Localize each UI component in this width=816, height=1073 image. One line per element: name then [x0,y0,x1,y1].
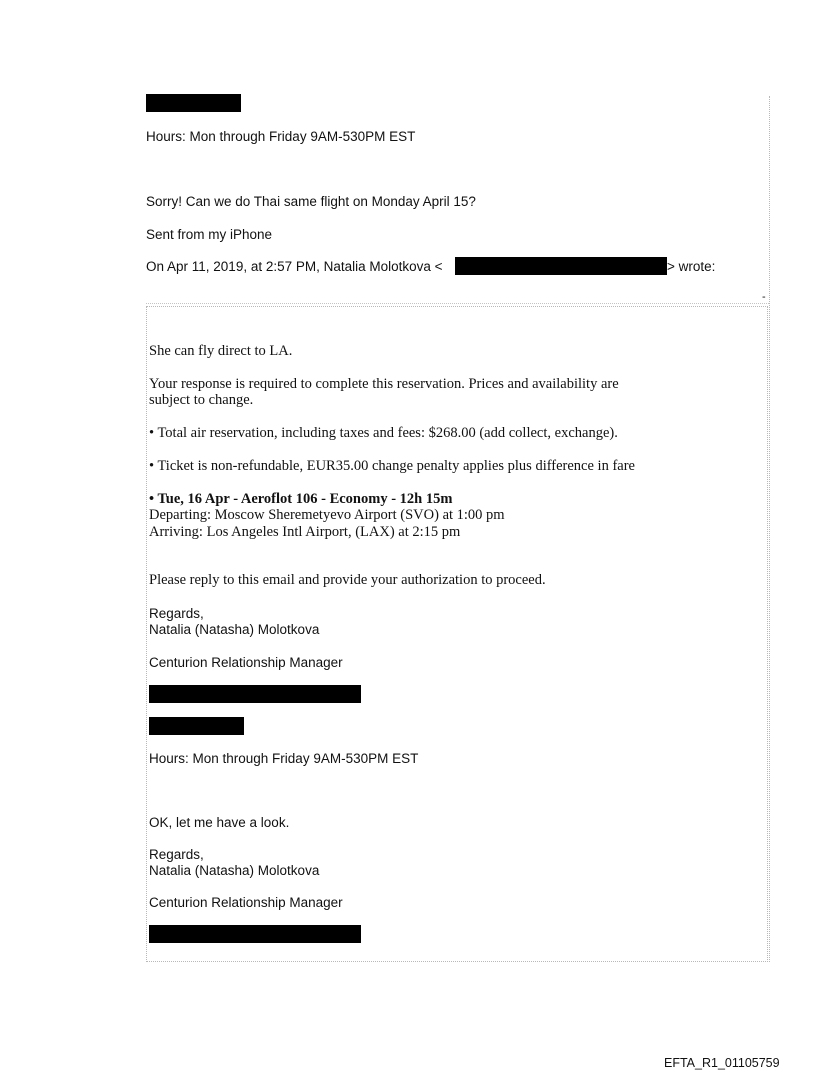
dash-mark: - [762,291,766,303]
bullet-total-price: • Total air reservation, including taxes and fees: $268.00 (add collect, exchange). [149,425,618,441]
response-required-line-1: Your response is required to complete this reservation. Prices and availability are [149,376,619,392]
redaction-bar [149,925,361,943]
outer-border-rule [769,96,770,962]
quote-separator [146,303,769,304]
departing-text: Departing: Moscow Sheremetyevo Airport (SVO) at 1:00 pm [149,507,505,523]
signature-title: Centurion Relationship Manager [149,655,343,670]
regards-text: Regards, [149,847,204,862]
redaction-bar [455,257,667,275]
bullet-ticket-terms: • Ticket is non-refundable, EUR35.00 change penalty applies plus difference in fare [149,458,635,474]
hours-text: Hours: Mon through Friday 9AM-530PM EST [146,129,416,144]
sent-from-text: Sent from my iPhone [146,227,273,242]
regards-text: Regards, [149,606,204,621]
redaction-bar [149,717,244,735]
wrote-line-suffix: > wrote: [667,259,716,274]
intro-text: She can fly direct to LA. [149,343,293,359]
response-required-line-2: subject to change. [149,392,254,408]
wrote-line-prefix: On Apr 11, 2019, at 2:57 PM, Natalia Molotkova < [146,259,443,274]
ok-text: OK, let me have a look. [149,815,290,830]
hours-text: Hours: Mon through Friday 9AM-530PM EST [149,751,419,766]
redaction-bar [149,685,361,703]
reply-text: Sorry! Can we do Thai same flight on Monday April 15? [146,194,476,209]
signature-name: Natalia (Natasha) Molotkova [149,622,320,637]
please-reply-text: Please reply to this email and provide your authorization to proceed. [149,572,546,588]
signature-name: Natalia (Natasha) Molotkova [149,863,320,878]
arriving-text: Arriving: Los Angeles Intl Airport, (LAX) at 2:15 pm [149,524,461,540]
signature-title: Centurion Relationship Manager [149,895,343,910]
flight-title: • Tue, 16 Apr - Aeroflot 106 - Economy - 12h 15m [149,491,453,507]
redaction-bar [146,94,241,112]
document-id: EFTA_R1_01105759 [664,1056,780,1070]
